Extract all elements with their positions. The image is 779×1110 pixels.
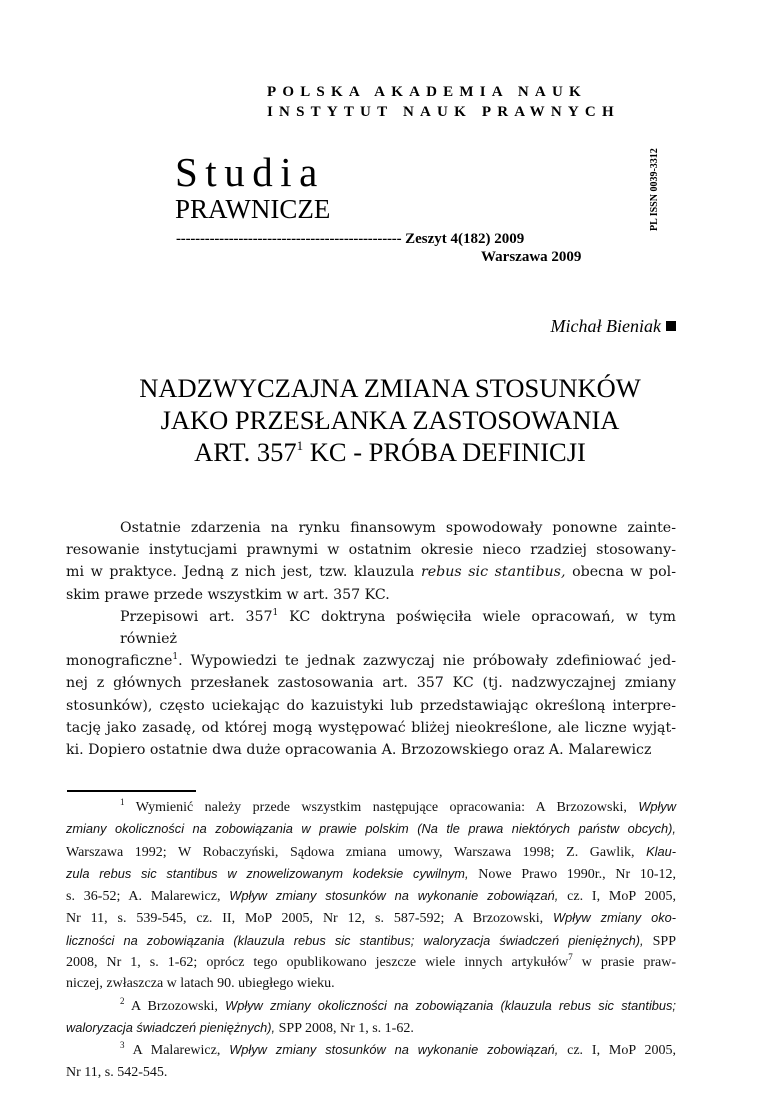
footnotes: [66, 796, 676, 1083]
footnote-number: 2: [120, 995, 125, 1006]
institute-name: INSTYTUT NAUK PRAWNYCH: [267, 104, 620, 120]
text-line: liczności na zobowiązania (klauzula rebus sic stantibus; waloryzacja świadczeń pieniężnych), SPP: [66, 932, 677, 949]
text-line: Ostatnie zdarzenia na rynku finansowym spowodowały ponowne zainte-: [120, 520, 676, 536]
square-bullet-icon: [666, 321, 676, 331]
text-line: Warszawa 1992; W Robaczyński, Sądowa zmiana umowy, Warszawa 1998; Z. Gawlik, Klau-: [66, 843, 676, 860]
text-line: 2008, Nr 1, s. 1-62; oprócz tego opublikowano jeszcze wiele innych artykułów$^7$ w prasie praw-: [66, 952, 676, 971]
journal-title: Studia: [175, 149, 325, 195]
superscript: 1: [272, 607, 279, 618]
text-line: Przepisowi art. $357^1$ KC doktryna poświęciła wiele opracowań, w tym również: [120, 607, 677, 648]
text-line: niczej, zwłaszcza w latach 90. ubiegłego wieku.: [66, 976, 335, 992]
issue-dashes: -----------------------------------------------: [176, 231, 402, 247]
text-line: monograficzne$^1$. Wypowiedzi te jednak zazwyczaj nie próbowały zdefiniować jed-: [66, 652, 676, 670]
text-line: resowanie instytucjami prawnymi w ostatnim okresie nieco rzadziej stosowany-: [66, 542, 676, 559]
journal-subtitle: PRAWNICZE: [175, 194, 331, 224]
author-name: Michał Bieniak: [550, 316, 661, 336]
text-line: $^3$ A Malarewicz, Wpływ zmiany stosunków na wykonanie zobowiązań, cz. I, MoP 2005,: [120, 1040, 676, 1059]
title-superscript: 1: [296, 438, 304, 453]
issn-label: PL ISSN 0039-3312: [649, 148, 660, 231]
issue-number: Zeszyt 4(182) 2009: [405, 231, 525, 247]
institution-name: POLSKA AKADEMIA NAUK: [267, 84, 587, 100]
footnote-ref[interactable]: 1: [172, 652, 179, 663]
place-year: Warszawa 2009: [481, 249, 582, 265]
paragraph: [66, 606, 676, 761]
title-text: ART. 357: [194, 437, 297, 467]
title-line: NADZWYCZAJNA ZMIANA STOSUNKÓW: [139, 373, 641, 403]
article-title: [60, 372, 720, 468]
text-line: Nr 11, s. 539-545, cz. II, MoP 2005, Nr 12, s. 587-592; A Brzozowski, Wpływ zmiany oko-: [66, 910, 676, 927]
text-line: $^1$ Wymienić należy przede wszystkim następujące opracowania: A Brzozowski, Wpływ: [120, 797, 676, 815]
text-line: ki. Dopiero ostatnie dwa duże opracowania A. Brzozowskiego oraz A. Malarewicz: [66, 742, 652, 759]
paragraph: [66, 517, 676, 606]
footnote-1: [66, 796, 676, 995]
text-line: zula rebus sic stantibus w znowelizowanym kodeksie cywilnym, Nowe Prawo 1990r., Nr 10-12,: [66, 865, 677, 882]
issue-line: [176, 230, 524, 248]
text-line: nej z głównych przesłanek zastosowania art. 357 KC (tj. nadzwyczajnej zmiany: [66, 675, 676, 692]
text-line: $^2$ A Brzozowski, Wpływ zmiany okoliczności na zobowiązania (klauzula rebus sic stantibus;: [120, 995, 676, 1014]
text-line: stosunków), często uciekając do kazuistyki lub przedstawiając określoną interpre-: [66, 697, 676, 714]
text-line: s. 36-52; A. Malarewicz, Wpływ zmiany stosunków na wykonanie zobowiązań, cz. I, MoP 2005,: [66, 888, 676, 905]
text-line: tację jako zasadę, od której mogą występować bliżej nieokreślone, ale liczne wyjąt-: [66, 719, 676, 736]
text-line: Nr 11, s. 542-545.: [66, 1064, 168, 1080]
title-text: KC - PRÓBA DEFINICJI: [303, 437, 586, 467]
footnote-number: 1: [120, 797, 125, 807]
latin-phrase: rebus sic stantibus,: [420, 564, 566, 581]
text-line: waloryzacja świadczeń pieniężnych), SPP 2008, Nr 1, s. 1-62.: [66, 1019, 414, 1036]
footnote-separator: [67, 790, 196, 792]
text-line: zmiany okoliczności na zobowiązania w prawie polskim (Na tle prawa niektórych państw obcych),: [66, 821, 676, 837]
footnote-3: [66, 1039, 676, 1083]
footnote-number: 3: [120, 1040, 125, 1051]
title-line: [60, 436, 720, 468]
title-line: JAKO PRZESŁANKA ZASTOSOWANIA: [160, 405, 620, 435]
footnote-2: [66, 995, 676, 1040]
text-line: mi w praktyce. Jedną z nich jest, tzw. klauzula rebus sic stantibus, obecna w pol-: [66, 564, 676, 581]
text-line: skim prawe przede wszystkim w art. 357 KC.: [66, 586, 390, 603]
article-body: [66, 517, 676, 761]
author-line: [551, 315, 676, 337]
